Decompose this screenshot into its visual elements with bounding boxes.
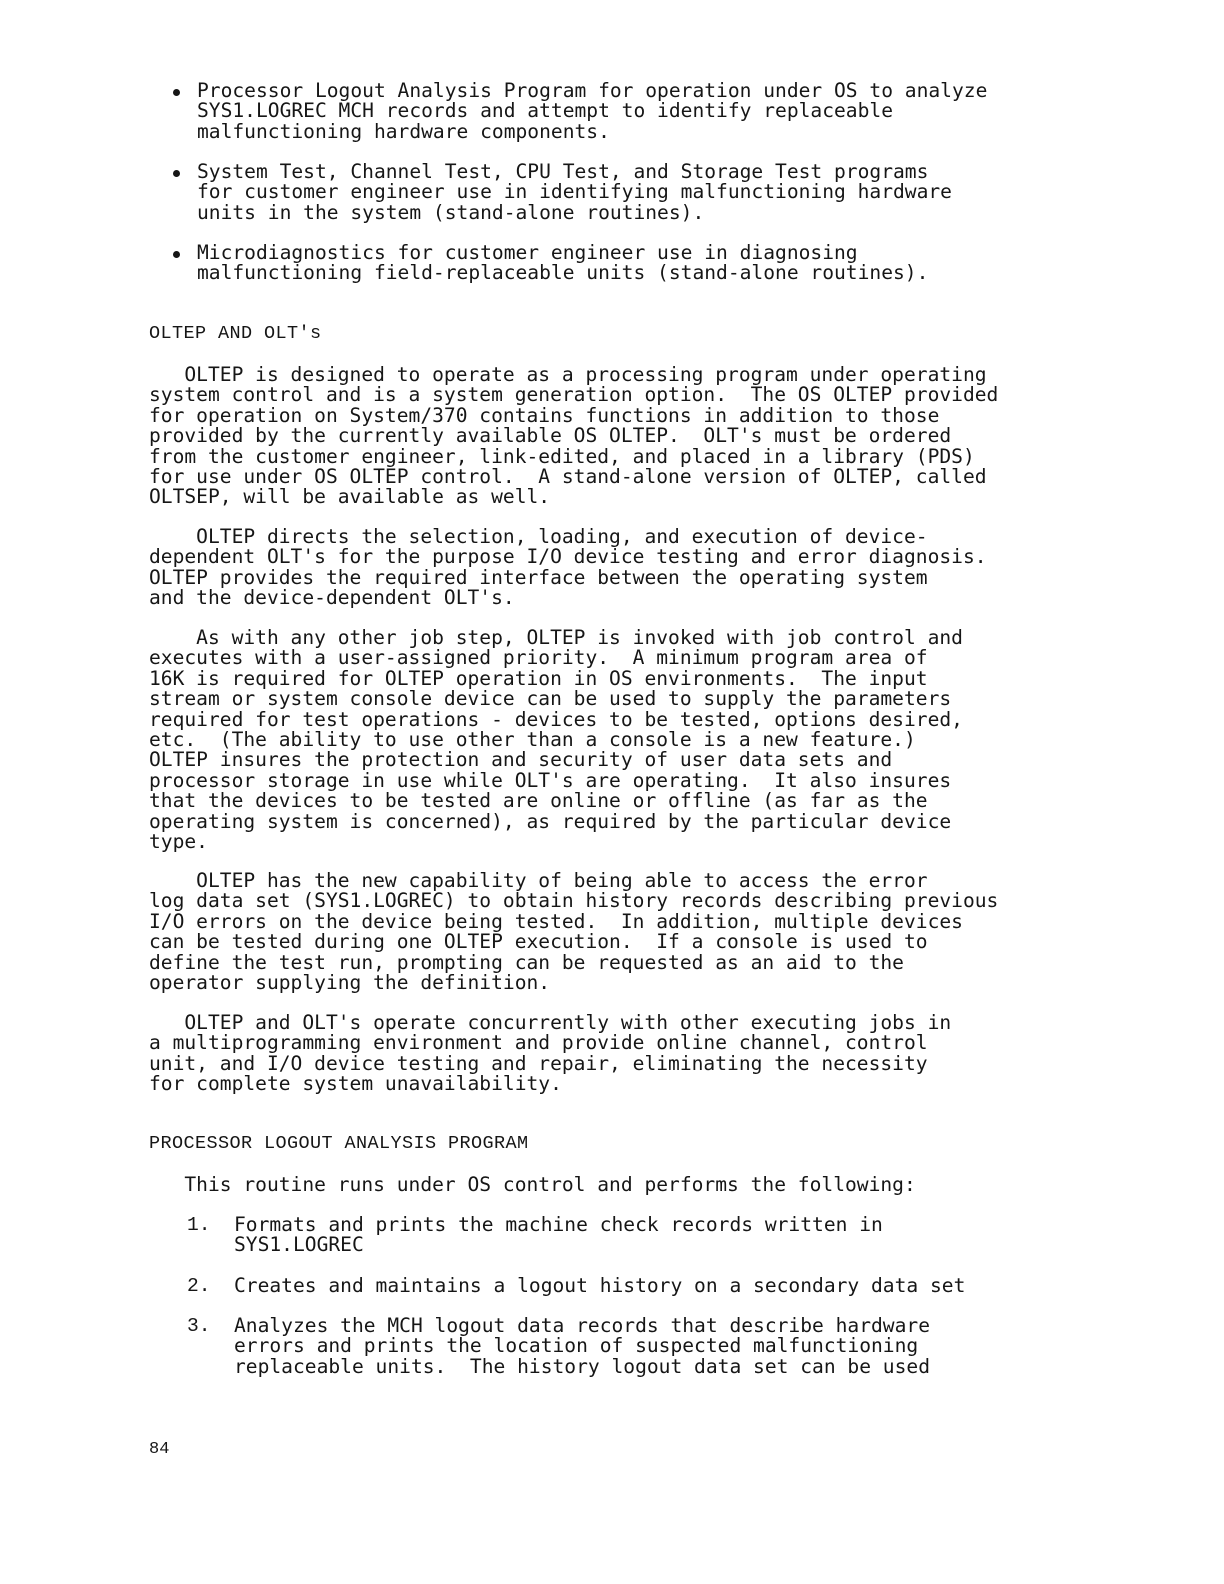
paragraph-plap-intro: This routine runs under OS control and performs the following:: [149, 1173, 916, 1196]
page-number: 84: [149, 1440, 170, 1459]
section-heading-oltep: OLTEP AND OLT's: [149, 323, 322, 344]
bullet-marker: [173, 251, 180, 258]
paragraph-oltep-4: OLTEP has the new capability of being able to access the error log data set (SYS1.LOGREC) to obtain history records describing previous I/O errors on the device being tested. In addition, multiple devices can be tested during one OLTEP execution. If a console is used to define the test run, prompting can be requested as an aid to the operator supplying the definition.: [149, 869, 999, 995]
bullet-marker: [173, 89, 180, 96]
paragraph-oltep-2: OLTEP directs the selection, loading, and execution of device- dependent OLT's for the purpose I/O device testing and error diagnosis. OLTEP provides the required interface between the operating system and the device-dependent OLT's.: [149, 525, 987, 610]
paragraph-oltep-1: OLTEP is designed to operate as a processing program under operating system control and is a system generation option. The OS OLTEP provided for operation on System/370 contains functions in addition to those provided by the currently available OS OLTEP. OLT's must be ordered from the customer engineer, link-edited, and placed in a library (PDS) for use under OS OLTEP control. A stand-alone version of OLTEP, called OLTSEP, will be available as well.: [149, 363, 999, 509]
bullet-item-2: System Test, Channel Test, CPU Test, and Storage Test programs for customer engineer use in identifying malfunctioning hardware units in the system (stand-alone routines).: [197, 160, 952, 224]
bullet-marker: [173, 170, 180, 177]
list-item: Creates and maintains a logout history on a secondary data set: [234, 1274, 966, 1297]
list-item: Formats and prints the machine check records written in SYS1.LOGREC: [234, 1213, 883, 1257]
list-item-number: 1.: [187, 1214, 211, 1236]
bullet-item-3: Microdiagnostics for customer engineer use in diagnosing malfunctioning field-replaceable units (stand-alone routines).: [197, 241, 929, 285]
bullet-item-1: Processor Logout Analysis Program for operation under OS to analyze SYS1.LOGREC MCH records and attempt to identify replaceable malfunctioning hardware components.: [197, 79, 988, 143]
list-item: Analyzes the MCH logout data records that describe hardware errors and prints the location of suspected malfunctioning replaceable units. The history logout data set can be used: [234, 1314, 930, 1378]
list-item-number: 2.: [187, 1275, 211, 1297]
paragraph-oltep-3: As with any other job step, OLTEP is invoked with job control and executes with a user-assigned priority. A minimum program area of 16K is required for OLTEP operation in OS environments. The input stream or system console device can be used to supply the parameters required for test operations - devices to be tested, options desired, etc. (The ability to use other than a console is a new feature.) OLTEP insures the protection and security of user data sets and processor storage in use while OLT's are operating. It also insures that the devices to be tested are online or offline (as far as the operating system is concerned), as required by the particular device type.: [149, 626, 963, 854]
list-item-number: 3.: [187, 1315, 211, 1337]
section-heading-plap: PROCESSOR LOGOUT ANALYSIS PROGRAM: [149, 1133, 529, 1154]
paragraph-oltep-5: OLTEP and OLT's operate concurrently with other executing jobs in a multiprogramming environment and provide online channel, control unit, and I/O device testing and repair, eliminating the necessity for complete system unavailability.: [149, 1011, 952, 1096]
